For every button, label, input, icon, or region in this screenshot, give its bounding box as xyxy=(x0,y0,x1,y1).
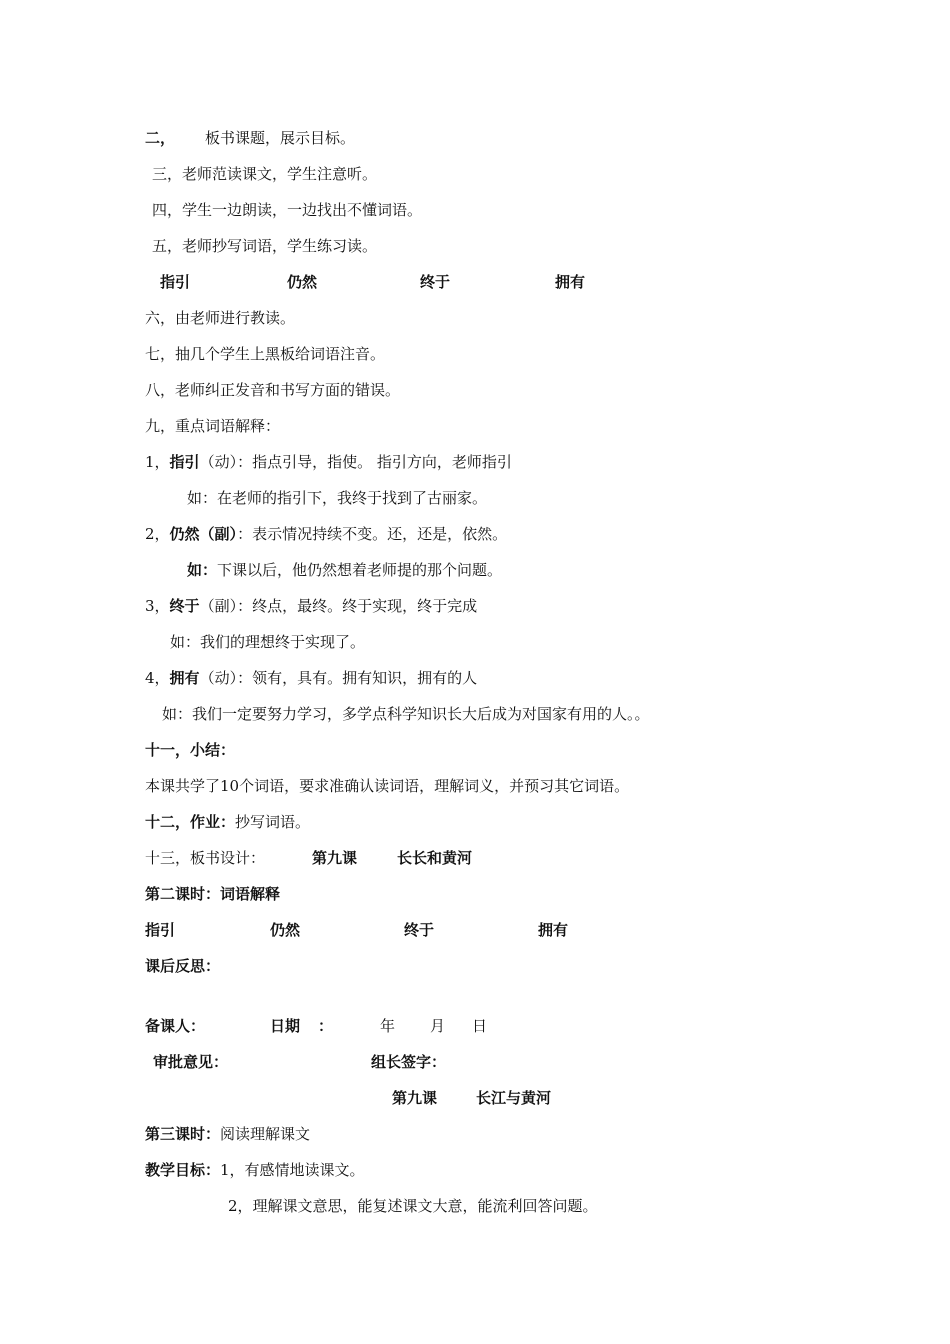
board-word-4: 拥有 xyxy=(538,921,569,939)
step-9: 九，重点词语解释： xyxy=(145,417,281,435)
leader-sign-label: 组长签字： xyxy=(371,1053,447,1071)
step-2-text: 板书课题，展示目标。 xyxy=(205,129,356,147)
date-year: 年 xyxy=(380,1017,396,1035)
step-5: 五，老师抄写词语，学生练习读。 xyxy=(152,237,378,255)
word-2: 仍然 xyxy=(287,273,318,291)
date-day: 日 xyxy=(472,1017,488,1035)
example-3-label: 如： xyxy=(170,633,201,651)
date-label: 日期 xyxy=(270,1017,301,1035)
definition-2-meaning: ：表示情况持续不变。还，还是，依然。 xyxy=(237,525,508,543)
date-month: 月 xyxy=(430,1017,446,1035)
homework xyxy=(145,812,310,832)
summary-title: 十一，小结： xyxy=(145,741,236,759)
reflection-label: 课后反思： xyxy=(145,957,221,975)
step-3: 三，老师范读课文，学生注意听。 xyxy=(152,165,378,183)
example-3-text: 我们的理想终于实现了。 xyxy=(200,633,366,651)
example-1-label: 如： xyxy=(187,489,218,507)
definition-4-word: 拥有 xyxy=(169,669,200,687)
definition-1-number: 1， xyxy=(145,453,170,471)
definition-1-word: 指引 xyxy=(169,453,200,471)
next-period xyxy=(145,1124,310,1144)
board-label-text: 十三，板书设计： xyxy=(145,849,266,867)
approval-label: 审批意见： xyxy=(153,1053,229,1071)
definition-3-pos: （副） xyxy=(199,597,238,615)
example-1-text: 在老师的指引下，我终于找到了古丽家。 xyxy=(217,489,488,507)
preparer-label: 备课人： xyxy=(145,1017,206,1035)
teaching-goals xyxy=(145,1160,365,1180)
definition-1-pos: （动） xyxy=(199,453,238,471)
step-8: 八，老师纠正发音和书写方面的错误。 xyxy=(145,381,401,399)
teaching-goals-label: 教学目标： xyxy=(145,1161,221,1179)
word-4: 拥有 xyxy=(555,273,586,291)
homework-label: 十二，作业： xyxy=(145,813,236,831)
definition-3 xyxy=(145,596,477,616)
board-label xyxy=(145,848,265,868)
definition-2-number: 2， xyxy=(145,525,170,543)
example-2 xyxy=(187,560,502,580)
word-1: 指引 xyxy=(160,273,191,291)
board-word-3: 终于 xyxy=(404,921,435,939)
summary-text: 本课共学了10个词语，要求准确认读词语，理解词义，并预习其它词语。 xyxy=(145,777,630,795)
board-word-2: 仍然 xyxy=(270,921,301,939)
next-lesson-title: 长江与黄河 xyxy=(476,1089,552,1107)
definition-2 xyxy=(145,524,507,544)
board-word-1: 指引 xyxy=(145,921,176,939)
definition-4-pos: （动） xyxy=(199,669,238,687)
definition-1-meaning: ：指点引导，指使。 指引方向，老师指引 xyxy=(237,453,512,471)
teaching-goal-1: 1，有感情地读课文。 xyxy=(220,1161,365,1179)
definition-1 xyxy=(145,452,512,472)
step-7: 七，抽几个学生上黑板给词语注音。 xyxy=(145,345,386,363)
teaching-goal-2: 2，理解课文意思，能复述课文大意，能流利回答问题。 xyxy=(228,1197,598,1215)
homework-text: 抄写词语。 xyxy=(235,813,311,831)
board-lesson: 第九课 xyxy=(312,849,358,867)
next-lesson-number: 第九课 xyxy=(392,1089,438,1107)
next-period-label: 第三课时： xyxy=(145,1125,221,1143)
board-period: 第二课时：词语解释 xyxy=(145,885,281,903)
step-6: 六，由老师进行教读。 xyxy=(145,309,296,327)
definition-4-meaning: ：领有，具有。拥有知识，拥有的人 xyxy=(237,669,478,687)
step-2 xyxy=(145,128,355,148)
example-4-text: 我们一定要努力学习，多学点科学知识长大后成为对国家有用的人。。 xyxy=(192,705,650,723)
definition-3-word: 终于 xyxy=(169,597,200,615)
example-3 xyxy=(170,632,365,652)
next-period-text: 阅读理解课文 xyxy=(220,1125,311,1143)
definition-3-meaning: ：终点，最终。终于实现，终于完成 xyxy=(237,597,478,615)
definition-2-word: 仍然（副） xyxy=(169,525,238,543)
board-title: 长长和黄河 xyxy=(397,849,473,867)
definition-4-number: 4， xyxy=(145,669,170,687)
example-2-text: 下课以后，他仍然想着老师提的那个问题。 xyxy=(217,561,503,579)
date-colon: ： xyxy=(318,1017,334,1035)
definition-3-number: 3， xyxy=(145,597,170,615)
example-2-label: 如： xyxy=(187,561,218,579)
step-2-number: 二， xyxy=(145,129,176,147)
definition-4 xyxy=(145,668,477,688)
example-4-label: 如： xyxy=(162,705,193,723)
example-4 xyxy=(162,704,650,724)
example-1 xyxy=(187,488,487,508)
step-4: 四，学生一边朗读，一边找出不懂词语。 xyxy=(152,201,423,219)
word-3: 终于 xyxy=(420,273,451,291)
